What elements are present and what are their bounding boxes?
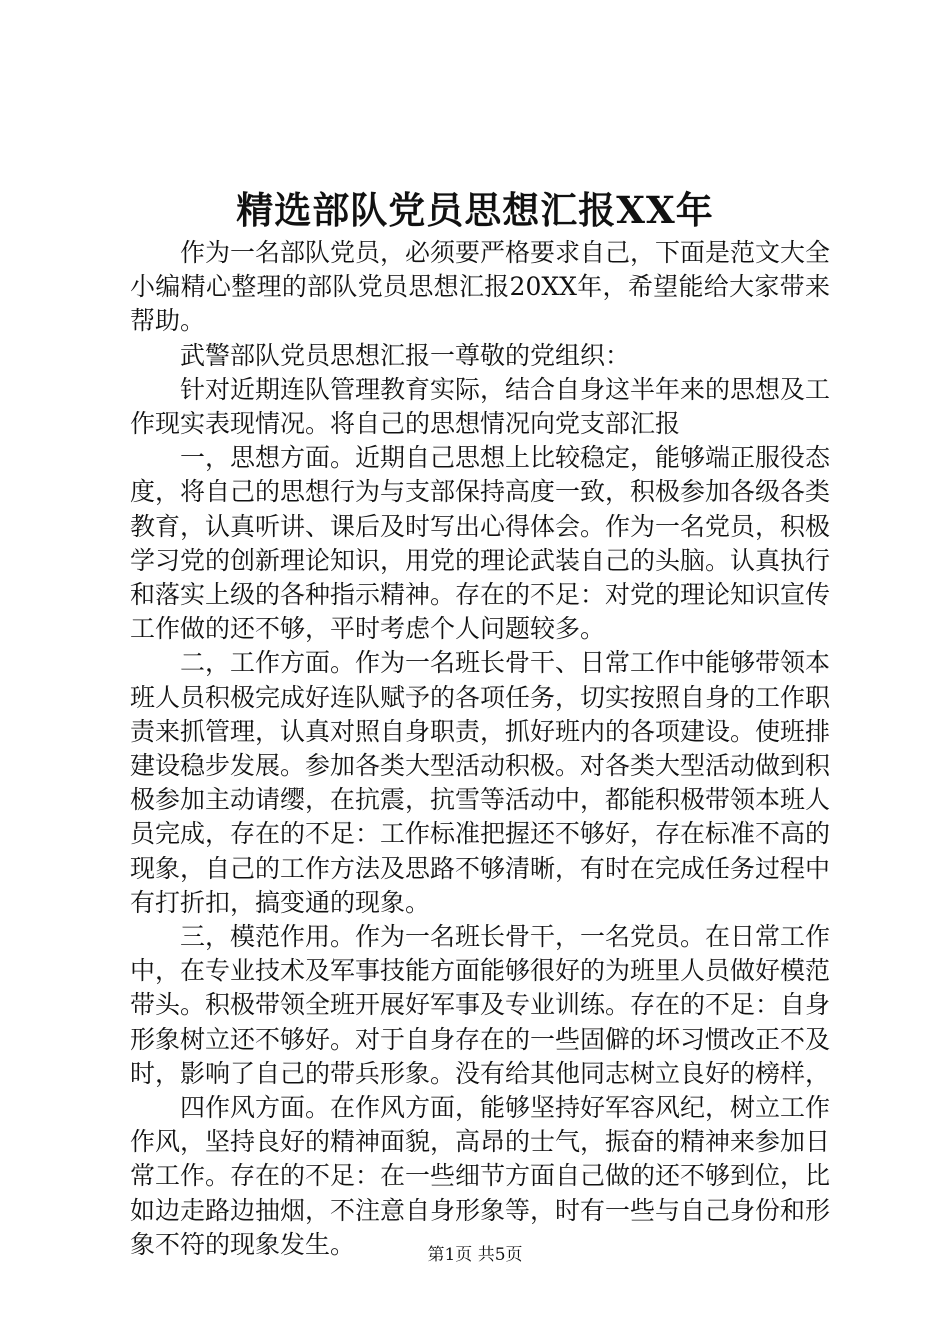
role-model-section-paragraph: 三，模范作用。作为一名班长骨干，一名党员。在日常工作中，在专业技术及军事技能方面能够很好的为班里人员做好模范带头。积极带领全班开展好军事及专业训练。存在的不足：自身形象树立还不够好。对于自身存在的一些固僻的坏习惯改正不及时，影响了自己的带兵形象。没有给其他同志树立良好的榜样，	[130, 922, 831, 1088]
work-section-paragraph: 二，工作方面。作为一名班长骨干、日常工作中能够带领本班人员积极完成好连队赋予的各项任务，切实按照自身的工作职责来抓管理，认真对照自身职责，抓好班内的各项建设。使班排建设稳步发展。参加各类大型活动积极。对各类大型活动做到积极参加主动请缨，在抗震，抗雪等活动中，都能积极带领本班人员完成，存在的不足：工作标准把握还不够好，存在标准不高的现象，自己的工作方法及思路不够清晰，有时在完成任务过程中有打折扣，搞变通的现象。	[130, 648, 831, 917]
thought-section-paragraph: 一，思想方面。近期自己思想上比较稳定，能够端正服役态度，将自己的思想行为与支部保持高度一致，积极参加各级各类教育，认真听讲、课后及时写出心得体会。作为一名党员，积极学习党的创新理论知识，用党的理论武装自己的头脑。认真执行和落实上级的各种指示精神。存在的不足：对党的理论知识宣传工作做的还不够，平时考虑个人问题较多。	[130, 443, 831, 644]
opening-paragraph: 针对近期连队管理教育实际，结合自身这半年来的思想及工作现实表现情况。将自己的思想情况向党支部汇报	[130, 374, 831, 439]
document-title: 精选部队党员思想汇报XX年	[236, 188, 714, 232]
conduct-section-paragraph: 四作风方面。在作风方面，能够坚持好军容风纪，树立工作作风，坚持良好的精神面貌，高昂的士气，振奋的精神来参加日常工作。存在的不足：在一些细节方面自己做的还不够到位，比如边走路边抽烟，不注意自身形象等，时有一些与自己身份和形象不符的现象发生。	[130, 1093, 831, 1259]
document-body	[130, 236, 830, 1262]
salutation-paragraph: 武警部队党员思想汇报一尊敬的党组织：	[180, 340, 631, 370]
page-number-footer: 第1页 共5页	[427, 1245, 523, 1265]
intro-paragraph: 作为一名部队党员，必须要严格要求自己，下面是范文大全小编精心整理的部队党员思想汇报20XX年，希望能给大家带来帮助。	[130, 238, 831, 336]
